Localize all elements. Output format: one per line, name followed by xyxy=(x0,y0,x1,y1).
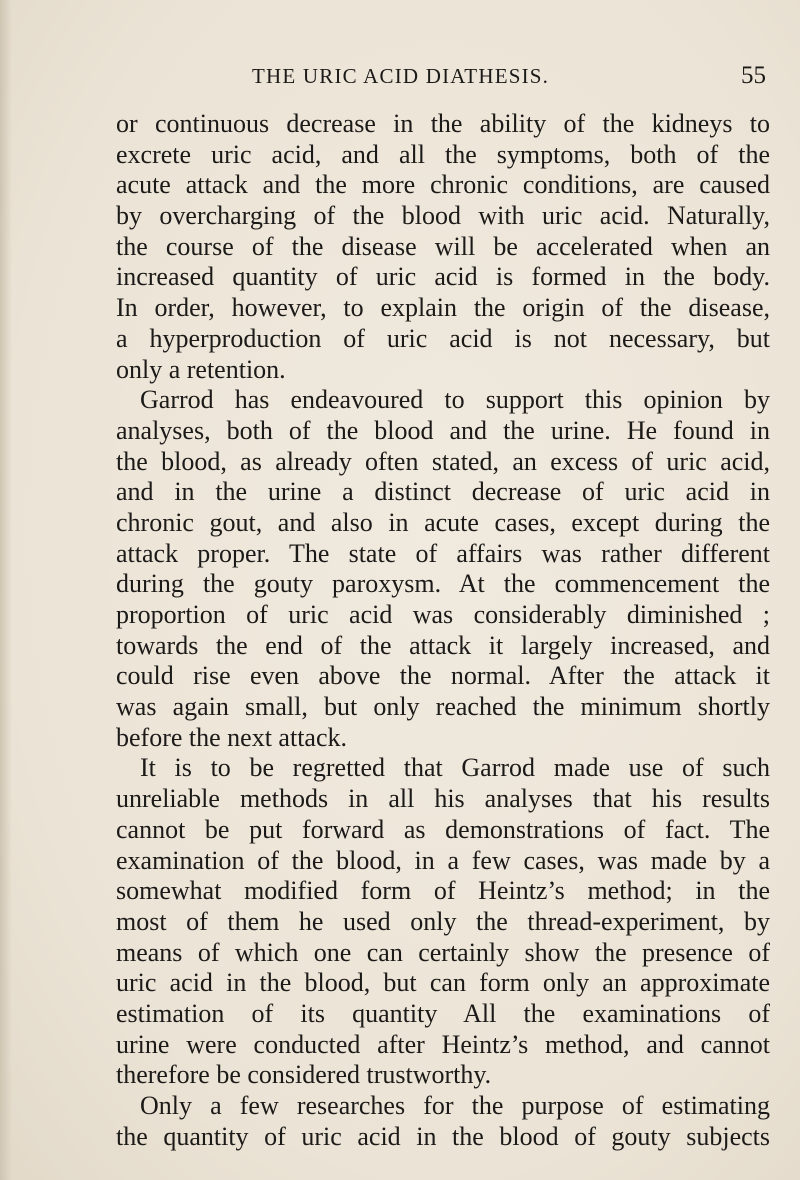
text-line: estimation of its quantity All the examinations of xyxy=(116,998,770,1028)
text-line: attack proper. The state of affairs was rather different xyxy=(116,538,770,568)
running-head xyxy=(118,60,768,94)
text-line: Only a few researches for the purpose of estimating xyxy=(140,1091,770,1120)
text-line: or continuous decrease in the ability of the kidneys to xyxy=(116,109,770,138)
text-line: unreliable methods in all his analyses that his results xyxy=(116,784,770,814)
running-title: THE URIC ACID DIATHESIS. xyxy=(252,64,550,88)
text-line: by overcharging of the blood with uric acid. Naturally, xyxy=(116,201,770,231)
text-line: It is to be regretted that Garrod made use of such xyxy=(140,753,770,783)
text-line: increased quantity of uric acid is formed in the body. xyxy=(116,262,770,292)
text-line: towards the end of the attack it largely increased, and xyxy=(116,630,770,660)
text-line: and in the urine a distinct decrease of uric acid in xyxy=(116,477,770,507)
page-number: 55 xyxy=(741,62,766,89)
text-line: therefore be considered trustworthy. xyxy=(116,1060,492,1090)
text-line: chronic gout, and also in acute cases, except during the xyxy=(116,507,770,537)
text-line: excrete uric acid, and all the symptoms, both of the xyxy=(116,139,770,169)
text-line: Garrod has endeavoured to support this opinion by xyxy=(140,385,770,415)
text-line: the blood, as already often stated, an excess of uric acid, xyxy=(116,446,770,476)
text-line: urine were conducted after Heintz’s method, and cannot xyxy=(116,1029,770,1059)
text-line: a hyperproduction of uric acid is not necessary, but xyxy=(116,323,770,353)
text-line: uric acid in the blood, but can form only an approximate xyxy=(116,968,770,998)
text-line: proportion of uric acid was considerably diminished ; xyxy=(116,600,770,629)
text-line: the quantity of uric acid in the blood of gouty subjects xyxy=(116,1121,770,1151)
text-line: In order, however, to explain the origin of the disease, xyxy=(116,293,770,323)
text-line: the course of the disease will be accelerated when an xyxy=(116,231,770,261)
body-text xyxy=(116,109,770,1152)
page-gutter-shadow xyxy=(0,0,12,1180)
text-line: during the gouty paroxysm. At the commencement the xyxy=(116,569,770,599)
text-line: means of which one can certainly show the presence of xyxy=(116,937,770,967)
text-line: examination of the blood, in a few cases, was made by a xyxy=(116,845,770,875)
text-line: was again small, but only reached the minimum shortly xyxy=(116,692,770,722)
text-line: somewhat modified form of Heintz’s method; in the xyxy=(116,876,770,906)
text-line: before the next attack. xyxy=(116,722,347,752)
text-line: could rise even above the normal. After the attack it xyxy=(116,661,770,691)
text-line: most of them he used only the thread-experiment, by xyxy=(116,906,770,936)
text-line: cannot be put forward as demonstrations of fact. The xyxy=(116,814,770,844)
text-line: acute attack and the more chronic conditions, are caused xyxy=(116,170,770,200)
text-line: analyses, both of the blood and the urine. He found in xyxy=(116,415,770,445)
text-line: only a retention. xyxy=(116,354,286,384)
